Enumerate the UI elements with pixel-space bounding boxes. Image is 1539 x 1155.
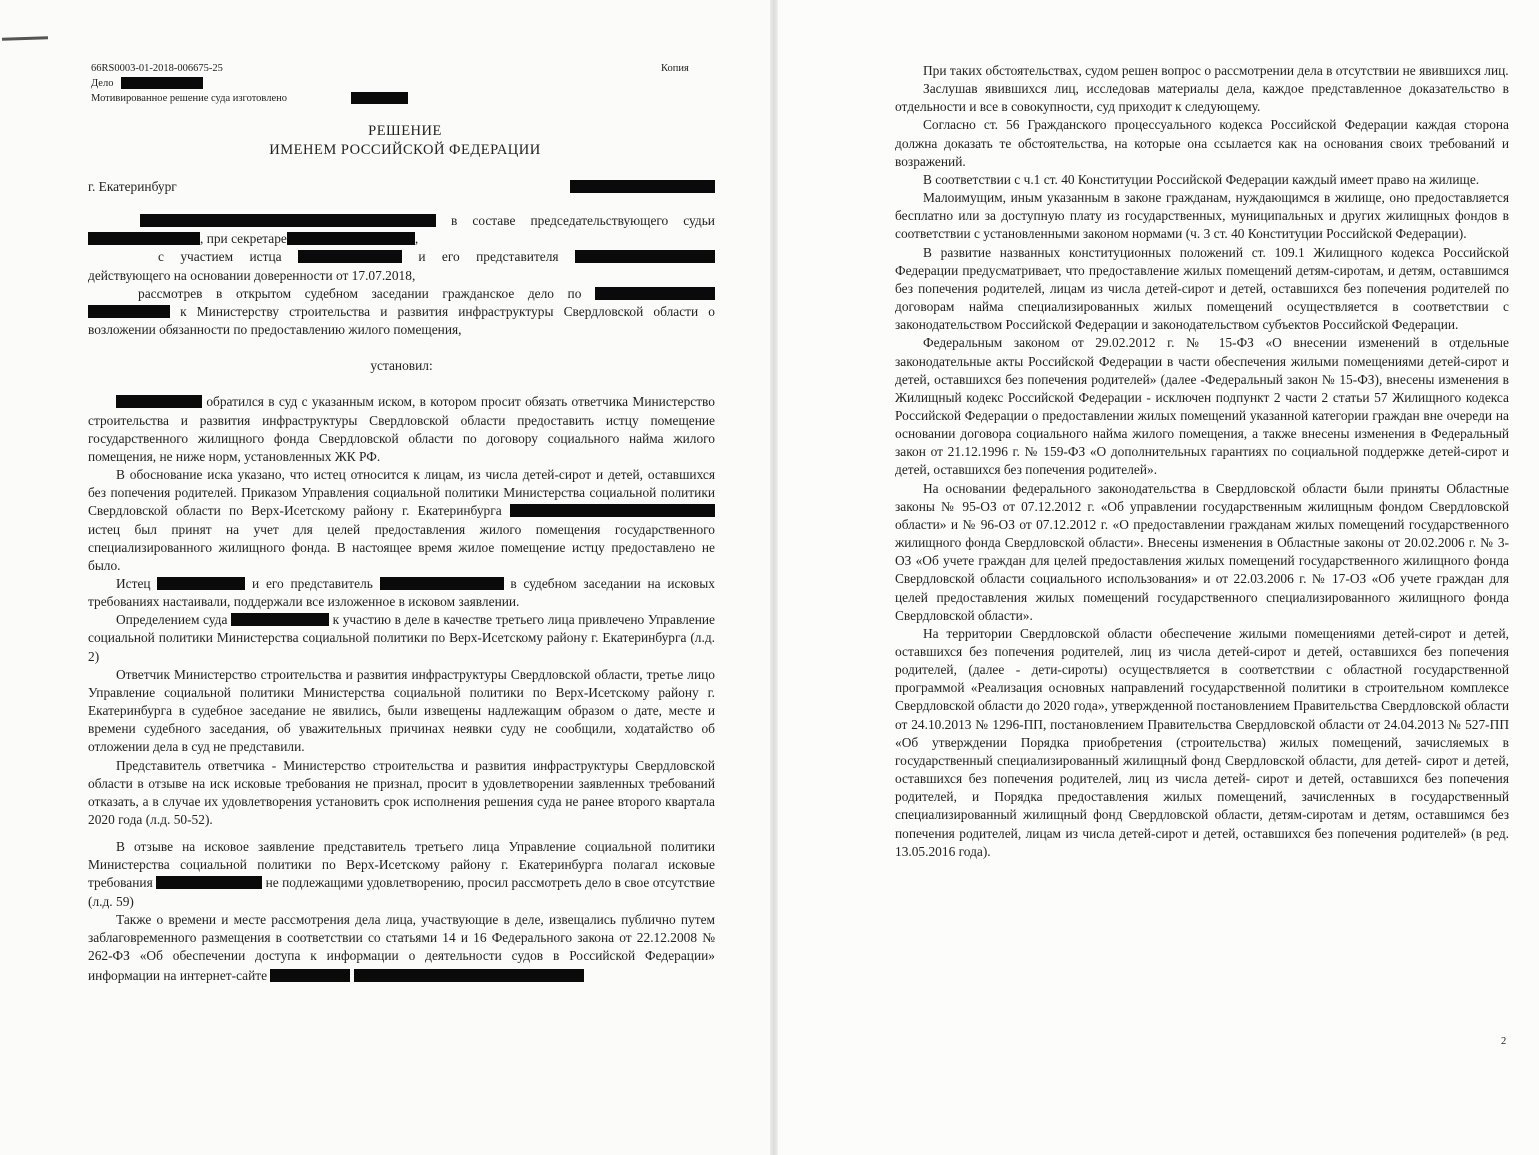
paragraph-text: Федеральным законом от 29.02.2012 г. № 15-ФЗ «О внесении изменений в отдельные законодательные акты Российской Федерации в части обеспечения жилыми помещениями детей-сирот и детей, оставшихся без попечения родителей» (далее -Федеральный закон № 15-ФЗ), внесены изменения в Жилищный кодекс Российской Федерации - исключен подпункт 2 части 2 статьи 57 Жилищного кодекса Российской Федерации о предоставлении жилых помещений указанной категории граждан вне очереди на основании договора социального найма жилого помещения, а также внесены изменения в Федеральный закон от 21.12.1996 г. № 159-ФЗ «О дополнительных гарантиях по социальной поддержке детей-сирот и детей, оставшихся без попечения родителей».	[895, 335, 1509, 478]
paragraph-text: обратился в суд с указанным иском, в котором просит обязать ответчика Министерство строительства и развития инфраструктуры Свердловской области предоставить истцу помещение государственного жилищного фонда Свердловской области по договору социального найма жилого помещения, не ниже норм, установленных ЖК РФ.	[88, 394, 715, 464]
paragraph-text: Определением суда	[116, 612, 228, 628]
left-page-body	[88, 178, 715, 985]
redaction-block	[510, 504, 715, 517]
page-fold	[770, 0, 778, 1155]
document-title: РЕШЕНИЕ	[368, 123, 442, 139]
redaction-block	[570, 180, 715, 193]
paragraph-text: Истец	[116, 575, 151, 591]
redaction-block	[380, 577, 504, 590]
paragraph-text: в составе председательствующего судьи	[451, 213, 715, 229]
paragraph-text: В обоснование иска указано, что истец относится к лицам, из числа детей-сирот и детей, оставшихся без попечения родителей. Приказом Управления социальной политики Министерства социальной политики Свердловской области по Верх-Исетскому району г. Екатеринбурга	[88, 467, 715, 519]
redaction-block	[298, 250, 402, 263]
paragraph-text: На территории Свердловской области обеспечение жилыми помещениями детей-сирот и детей, оставшихся без попечения родителей, лиц из числа детей-сирот и детей, оставшихся без попечения родителей, (далее - дети-сироты) осуществляется в соответствии с областной государственной программой «Реализация основных направлений государственной политики в строительном комплексе Свердловской области до 2020 года», утвержденной постановлением Правительства Свердловской области от 24.10.2013 № 1296-ПП, постановлением Правительства Свердловской области от 24.04.2013 № 527-ПП «Об утверждении Порядка приобретения (строительства) жилых помещений, зачисляемых в государственный специализированный жилищный фонд Свердловской области, для детей- сирот и детей, оставшихся без попечения родителей, лиц из числа детей- сирот и детей, оставшихся без попечения родителей, и Порядка предоставления жилых помещений, зачисленных в государственный специализированный жилищный фонд Свердловской области, детям-сиротам и детям, оставшимся без попечения родителей, лицам из числа детей-сирот и детей, оставшихся без попечения родителей» (в ред. 13.05.2016 года).	[895, 625, 1509, 859]
paragraph-text: В соответствии с ч.1 ст. 40 Конституции Российской Федерации каждый имеет право на жилище.	[923, 171, 1480, 187]
redaction-block	[156, 876, 262, 889]
paragraph-text: Также о времени и месте рассмотрения дела лица, участвующие в деле, извещались публично путем заблаговременного размещения в соответствии со статьями 14 и 16 Федерального закона от 22.12.2008 № 262-ФЗ «Об обеспечении доступа к информации о деятельности судов в Российской Федерации» информации на интернет-сайте	[88, 911, 715, 984]
paragraph-text: действующего на основании доверенности от 17.07.2018,	[88, 267, 416, 283]
paragraph-text: Представитель ответчика - Министерство строительства и развития инфраструктуры Свердловской области в отзыве на иск исковые требования не признал, просит в удовлетворении заявленных требований отказать, а в случае их удовлетворения установить срок исполнения решения суда не ранее второго квартала 2020 года (л.д. 50-52).	[88, 757, 715, 827]
copy-label: Копия	[661, 63, 689, 74]
redaction-block	[287, 232, 415, 245]
reasoned-decision-label: Мотивированное решение суда изготовлено	[91, 93, 287, 104]
paragraph-text: и его представителя	[418, 249, 559, 265]
redaction-block	[88, 232, 200, 245]
redaction-block	[121, 77, 203, 89]
redaction-block	[157, 577, 245, 590]
document-subtitle: ИМЕНЕМ РОССИЙСКОЙ ФЕДЕРАЦИИ	[269, 142, 541, 158]
case-label: Дело	[91, 78, 114, 89]
redaction-block	[140, 214, 436, 227]
paragraph-text: к участию в деле в качестве третьего лица привлечено Управление социальной политики Министерства социальной политики по Верх-Исетскому району г. Екатеринбурга (л.д. 2)	[88, 612, 715, 664]
case-number: 66RS0003-01-2018-006675-25	[91, 63, 223, 74]
paragraph-text: Малоимущим, иным указанным в законе гражданам, нуждающимся в жилище, оно предоставляется бесплатно или за доступную плату из государственных, муниципальных и других жилищных фондов в соответствии с установленными законом нормами (ч. 3 ст. 40 Конституции Российской Федерации).	[895, 190, 1509, 242]
paragraph-text: в судебном заседании на исковых требованиях настаивали, поддержали все изложенное в исковом заявлении.	[88, 575, 715, 610]
paragraph-text: Заслушав явившихся лиц, исследовав материалы дела, каждое представленное доказательство в отдельности и все в совокупности, суд приходит к следующему.	[895, 81, 1509, 115]
paragraph-text: При таких обстоятельствах, судом решен вопрос о рассмотрении дела в отсутствии не явившихся лиц.	[923, 63, 1509, 78]
redaction-block	[575, 250, 715, 263]
established-heading: установил:	[370, 358, 433, 374]
redaction-block	[88, 305, 170, 318]
paragraph-text: На основании федерального законодательства в Свердловской области были приняты Областные законы № 95-ОЗ от 07.12.2012 г. «Об управлении государственным жилищным фондом Свердловской области» и № 96-ОЗ от 07.12.2012 г. «О предоставлении гражданам жилых помещений государственного жилищного фонда Свердловской области». Внесены изменения в Областные законы от 20.02.2006 г. № 3-ОЗ «Об учете граждан для целей предоставления жилых помещений государственного жилищного фонда Свердловской области социального использования» и от 22.03.2006 г. № 17-ОЗ «Об учете граждан для целей предоставления жилых помещений государственного специализированного жилищного фонда Свердловской области».	[895, 480, 1509, 623]
redaction-block	[595, 287, 715, 300]
paragraph-text: , при секретаре	[200, 231, 287, 247]
paragraph-text: с участием истца	[158, 249, 282, 265]
paragraph-text: ,	[414, 231, 419, 247]
right-page-body	[895, 62, 1509, 861]
paragraph-text: В развитие названных конституционных положений ст. 109.1 Жилищного кодекса Российской Федерации предусматривает, что предоставление жилых помещений детям-сиротам, и детям, оставшимся без попечения родителей, лицам из числа детей-сирот и детей, оставшихся без попечения родителей по договорам найма специализированных жилых помещений осуществляется в соответствии с законодательством Российской Федерации и законодательством субъектов Российской Федерации.	[895, 244, 1509, 333]
paragraph-text: истец был принят на учет для целей предоставления жилого помещения государственного специализированного жилищного фонда. В настоящее время жилое помещение истцу предоставлено не было.	[88, 521, 715, 573]
page-number: 2	[1501, 1036, 1507, 1047]
redaction-block	[231, 613, 329, 626]
redaction-block	[116, 395, 202, 408]
paragraph-text: Согласно ст. 56 Гражданского процессуального кодекса Российской Федерации каждая сторона должна доказать те обстоятельства, на которые она ссылается как на основания своих требований и возражений.	[895, 117, 1509, 169]
city: г. Екатеринбург	[88, 179, 177, 194]
paragraph-text: не подлежащими удовлетворению, просил рассмотреть дело в свое отсутствие (л.д. 59)	[88, 875, 715, 909]
paragraph-text: к Министерству строительства и развития инфраструктуры Свердловской области о возложении обязанности по предоставлению жилого помещения,	[88, 303, 715, 338]
redaction-block	[270, 969, 350, 982]
paragraph-text: рассмотрев в открытом судебном заседании гражданское дело по	[138, 285, 582, 301]
paragraph-text: и его представитель	[252, 575, 373, 591]
paragraph-text: В отзыве на исковое заявление представитель третьего лица Управление социальной политики Министерства социальной политики по Верх-Исетскому району г. Екатеринбурга полагал исковые требования	[88, 839, 715, 891]
paragraph-text: Ответчик Министерство строительства и развития инфраструктуры Свердловской области, третье лицо Управление социальной политики Министерства социальной политики по Верх-Исетскому району г. Екатеринбурга в судебное заседание не явились, были извещены надлежащим образом о дате, месте и времени судебного заседания, об уважительных причинах неявки суду не сообщили, ходатайство об отложении дела в суд не представили.	[88, 666, 715, 755]
redaction-block	[351, 92, 408, 104]
redaction-block	[354, 969, 584, 982]
